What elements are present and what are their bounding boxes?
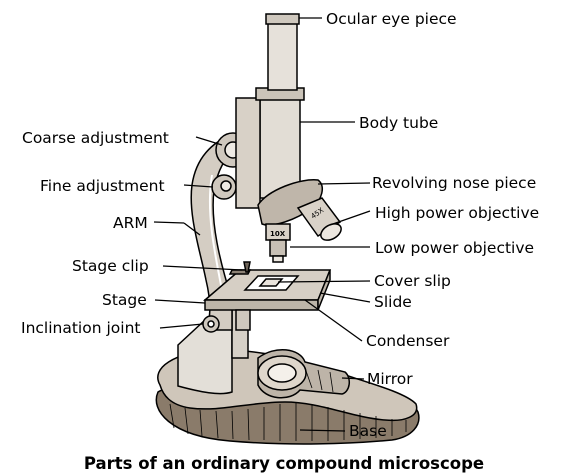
rack-block bbox=[236, 98, 260, 208]
label-cover-slip: Cover slip bbox=[374, 272, 451, 290]
label-stage: Stage bbox=[102, 291, 147, 309]
label-ocular-eye-piece: Ocular eye piece bbox=[326, 10, 457, 28]
high-power-mark: 45X bbox=[309, 206, 326, 221]
label-low-power-objective: Low power objective bbox=[375, 239, 535, 257]
condenser bbox=[236, 310, 250, 330]
high-power-objective bbox=[298, 198, 344, 244]
label-stage-clip: Stage clip bbox=[72, 257, 149, 275]
label-slide: Slide bbox=[374, 293, 412, 311]
figure-caption: Parts of an ordinary compound microscope bbox=[83, 454, 485, 473]
inclination-joint-knob bbox=[203, 316, 219, 332]
low-power-mark: 10X bbox=[270, 230, 286, 238]
label-condenser: Condenser bbox=[366, 332, 450, 350]
low-power-objective bbox=[266, 224, 290, 262]
label-base: Base bbox=[349, 422, 387, 440]
pillar bbox=[178, 320, 232, 394]
label-body-tube: Body tube bbox=[359, 114, 439, 132]
label-arm: ARM bbox=[113, 214, 148, 232]
label-fine-adjustment: Fine adjustment bbox=[40, 177, 165, 195]
mirror bbox=[258, 350, 349, 398]
ocular-tube bbox=[268, 22, 297, 90]
label-inclination-joint: Inclination joint bbox=[21, 319, 141, 337]
label-coarse-adjustment: Coarse adjustment bbox=[22, 129, 169, 147]
ocular-cap bbox=[266, 14, 299, 24]
label-revolving-nose-piece: Revolving nose piece bbox=[372, 174, 537, 192]
label-high-power-objective: High power objective bbox=[375, 204, 540, 222]
label-mirror: Mirror bbox=[367, 370, 413, 388]
fine-adjustment-knob bbox=[212, 175, 236, 199]
